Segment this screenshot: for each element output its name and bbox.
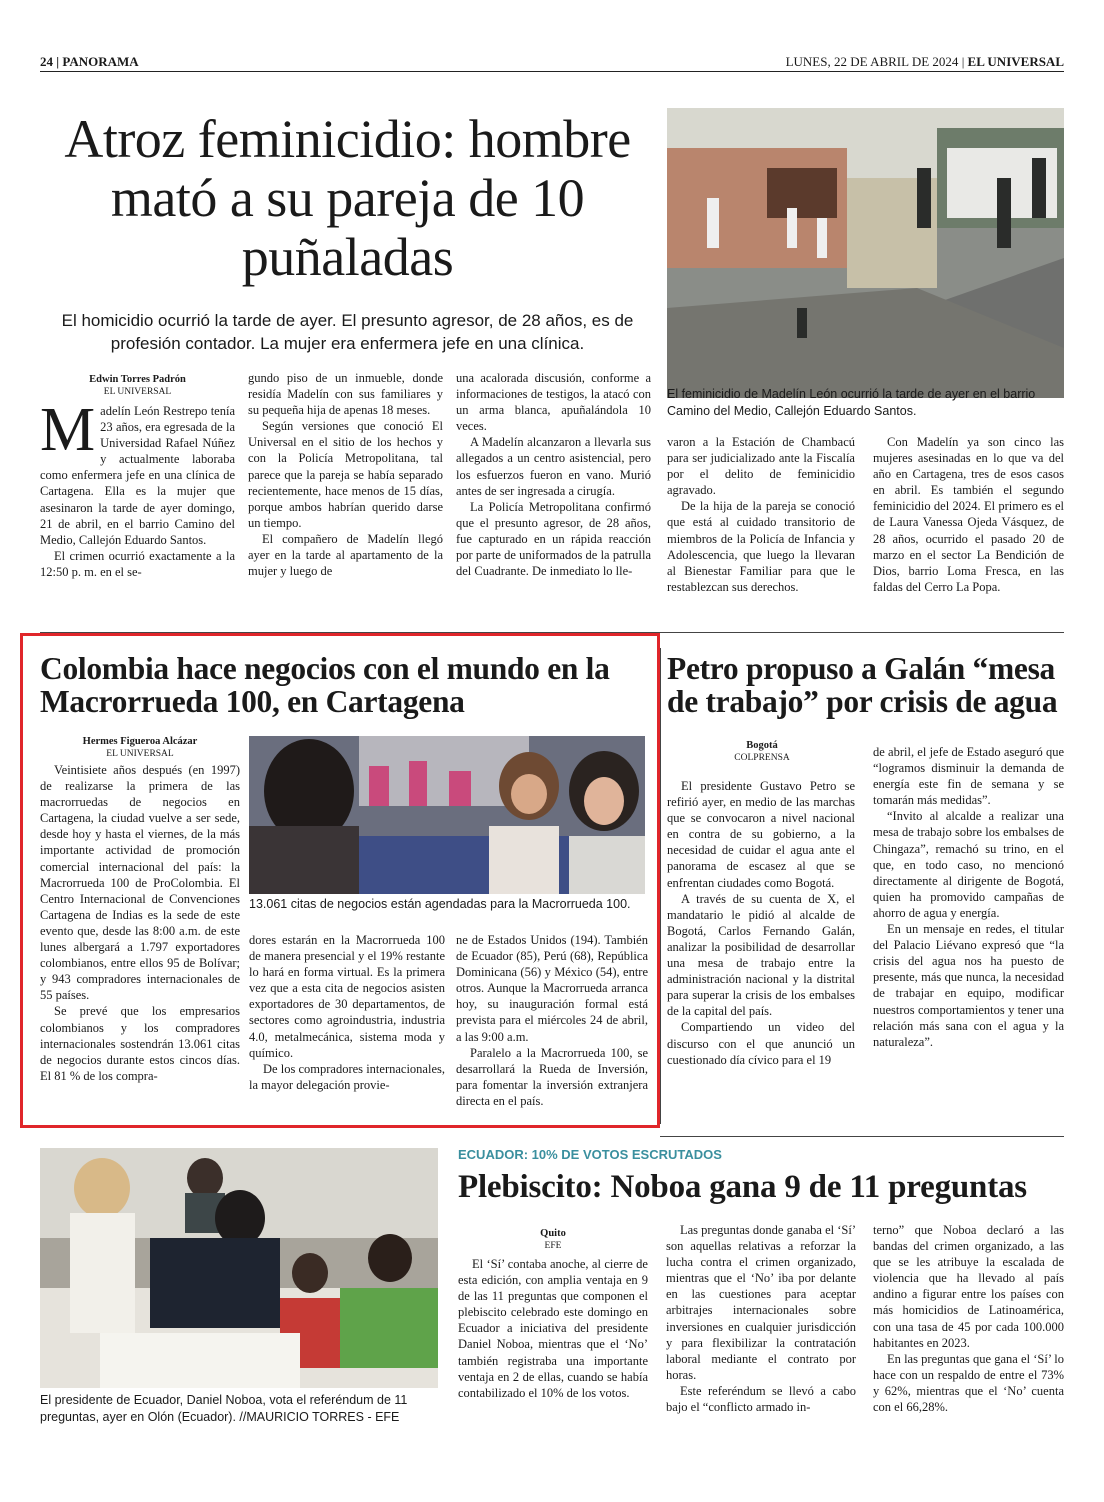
story3-col1-p1: El presidente Gustavo Petro se refirió ayer, en medio de las marchas que se convocaron a nivel nacional en contra de su gobierno, a la necesidad de cuidar el agua ante el panorama de escasez al que se enfrentan ciudades como Bogotá. [667,779,855,890]
story3-col1 [667,778,855,1068]
story3-col1-p3: Compartiendo un video del discurso con el que anunció un cuestionado día cívico para el 19 [667,1020,855,1067]
story1-caption: El feminicidio de Madelín León ocurrió la tarde de ayer en el barrio Camino del Medio, Callejón Eduardo Santos. [667,387,1036,418]
story1-col4-p2: De la hija de la pareja se conoció que está al cuidado transitorio de miembros de la Policía de Infancia y Adolescencia, que luego la llevaran al Bienestar Familiar para que le restablezcan sus derechos. [667,499,855,594]
story4-col1-p1: El ‘Sí’ contaba anoche, al cierre de esta edición, con amplia ventaja en 9 de las 11 preguntas que componen el plebiscito celebrado este domingo en Ecuador a iniciativa del presidente Daniel Noboa, mientras que el ‘No’ también registraba una importante ventaja en 2 de ellas, cuando se había contabilizado el 10% de los votos. [458,1257,648,1400]
story2-col2 [249,932,445,1093]
story4-col1 [458,1256,648,1401]
story3-headline: Petro propuso a Galán “mesa de trabajo” por crisis de agua [667,651,1058,719]
story3-col2-p2: “Invito al alcalde a realizar una mesa de trabajo sobre los embalses de Chingaza”, remachó su trino, en el que, en todo caso, no mencionó directamente al dirigente de Bogotá, quien ha promovido campañas de ahorro de agua y energía. [873,809,1064,920]
story2-author: Hermes Figueroa Alcázar [82,736,198,747]
story3-byline [667,740,857,764]
story2-col3-p1: ne de Estados Unidos (194). También de Ecuador (85), Perú (68), República Dominicana (56) y México (54), entre otros. Aunque la Macrorrueda arranca hoy, su inauguración formal está prevista para el miércoles 24 de abril, a las 9:00 a.m. [456,933,648,1044]
story1-headline: Atroz feminicidio: hombre mató a su pareja de 10 puñaladas [64,109,631,287]
story3-outlet: COLPRENSA [734,753,790,763]
story2-col1-p1: Veintisiete años después (en 1997) de realizarse la primera de las macrorruedas de negocios en Cartagena, la ciudad vuelve a ser sede, desde hoy y hasta el viernes, de la más importante actividad de promoción comercial internacional del país: la Macrorrueda 100 de ProColombia. El Centro Internacional de Convenciones Cartagena de Indias es la sede de este evento que, desde las 8:00 a.m. de este lunes albergará a 1.797 exportadores colombianos, entre ellos 95 de Bolívar; y 943 compradores internacionales de 55 países. [40,763,240,1003]
story2-col2-p2: De los compradores internacionales, la mayor delegación provie- [249,1061,445,1092]
story1-col1 [40,396,235,580]
folio-section: 24 | PANORAMA [40,54,139,69]
story3-author: Bogotá [746,740,778,751]
story2-outlet: EL UNIVERSAL [106,749,174,759]
story1-outlet: EL UNIVERSAL [103,387,172,397]
story4-kicker: ECUADOR: 10% DE VOTOS ESCRUTADOS [458,1147,722,1162]
story2-caption: 13.061 citas de negocios están agendadas para la Macrorrueda 100. [249,897,631,911]
story1-author: Edwin Torres Padrón [89,374,186,385]
dropcap-letter: M [40,396,96,464]
story1-col3-p2: A Madelín alcanzaron a llevarla sus allegados a un centro asistencial, pero los esfuerzos fueron en vano. Murió antes de ser ingresada a cirugía. [456,435,651,498]
story1-col5-p1: Con Madelín ya son cinco las mujeres asesinadas en lo que va del año en Cartagena, tres de esos casos en abril. Es también el segundo feminicidio del 2024. El primero es el de Laura Vanessa Ojeda Vásquez, de 28 años, ocurrido el pasado 20 de marzo en el sector La Bendición de Dios, barrio Loma Fresca, en las faldas del Cerro La Popa. [873,435,1064,594]
story1-byline [40,374,235,398]
story2-col3 [456,932,648,1109]
story1-col4-p1: varon a la Estación de Chambacú para ser judicializado ante la Fiscalía por el delito de feminicidio agravado. [667,435,855,498]
story4-col3-p1: terno” que Noboa declaró a las bandas del crimen organizado, a las que se les atribuye la escalada de violencia que ha llevado al país andino a figurar entre los países con más homicidios de Latinoamérica, con una tasa de 45 por cada 100.000 habitantes en 2023. [873,1223,1064,1350]
story1-col1-p2: El crimen ocurrió exactamente a la 12:50 p. m. en el se- [40,548,235,579]
story1-dek: El homicidio ocurrió la tarde de ayer. El presunto agresor, de 28 años, es de profesión contador. La mujer era enfermera jefe en una clínica. [61,311,634,353]
section-divider-2 [660,1136,1064,1137]
story3-col2-p1: de abril, el jefe de Estado aseguró que “logramos disminuir la demanda de energía este fin de semana y se tomarán más medidas”. [873,745,1064,808]
story4-col3-p2: En las preguntas que gana el ‘Sí’ lo hace con un respaldo de entre el 73% y 62%, mientras que el ‘No’ cuenta con el 66,28%. [873,1351,1064,1415]
story4-author: Quito [540,1228,566,1239]
story3-col2-p3: En un mensaje en redes, el titular del Palacio Liévano expresó que “la crisis del agua nos ha puesto de presente, más que nunca, la necesidad de trabajar en equipo, modificar nuestros comportamientos y tener una relación más sana con el agua y la naturaleza”. [873,922,1064,1049]
story4-photo [40,1148,438,1388]
story4-col2-p2: Este referéndum se llevó a cabo bajo el “conflicto armado in- [666,1383,856,1415]
story2-col1-p2: Se prevé que los empresarios colombianos y los compradores internacionales sostendrán 13.061 citas de negocios durante estos cincos días. El 81 % de los compra- [40,1004,240,1083]
story4-outlet: EFE [544,1241,562,1251]
story4-col3 [873,1222,1064,1415]
story4-byline [458,1228,648,1252]
story2-col1 [40,762,240,1084]
story1-col2-p1: gundo piso de un inmueble, donde residía Madelín con sus familiares y su pequeña hija de apenas 18 meses. [248,371,443,418]
page-folio [40,54,1064,72]
story1-photo [667,108,1064,398]
story4-caption: El presidente de Ecuador, Daniel Noboa, vota el referéndum de 11 preguntas, ayer en Olón (Ecuador). //MAURICIO TORRES - EFE [40,1393,408,1424]
story1-col1-p1: Madelín León Restrepo tenía 23 años, era egresada de la Universidad Rafael Núñez y actualmente laboraba como enfermera jefe en una clínica de Cartagena. Ella es la mujer que asesinaron la tarde de ayer domingo, 21 de abril, en el barrio Camino del Medio, Callejón Eduardo Santos. [40,396,235,547]
story1-col3-p3: La Policía Metropolitana confirmó que el presunto agresor, de 28 años, fue capturado en un rápida reacción por parte de uniformados de la patrulla del Cuadrante. De inmediato lo lle- [456,499,651,579]
story3-col2 [873,744,1064,1050]
story1-col2-p3: El compañero de Madelín llegó ayer en la tarde al apartamento de la mujer y luego de [248,531,443,579]
story1-col5 [873,434,1064,595]
story3-col1-p2: A través de su cuenta de X, el mandatario le pidió al alcalde de Bogotá, Carlos Fernando Galán, analizar la posibilidad de desarrollar una mesa de trabajo entre la administración nacional y la distrital para superar la crisis de los embalses de la capital del país. [667,891,855,1019]
story1-col4 [667,434,855,595]
folio-date: LUNES, 22 DE ABRIL DE 2024 | EL UNIVERSAL [785,54,1064,69]
story1-col3-p1: una acalorada discusión, conforme a informaciones de testigos, la atacó con un arma blanca, apuñalándola 10 veces. [456,371,651,434]
column-rule [660,648,661,1124]
story1-col3 [456,370,651,579]
story2-col3-p2: Paralelo a la Macrorrueda 100, se desarrollará la Rueda de Inversión, para fomentar la inversión extranjera directa en el país. [456,1045,648,1108]
story2-headline: Colombia hace negocios con el mundo en la Macrorrueda 100, en Cartagena [40,651,610,719]
story4-col2-p1: Las preguntas donde ganaba el ‘Sí’ son aquellas relativas a reforzar la lucha contra el crimen organizado, mientras que el ‘No’ iba por delante en las cuestiones para aceptar arbitrajes internacionales sobre inversiones en cualquier jurisdicción y para flexibilizar la contratación laboral mediante el contrato por horas. [666,1223,856,1382]
story1-col2-p2: Según versiones que conoció El Universal en el sitio de los hechos y con la Policía Metropolitana, tal parece que la pareja se había separado recientemente, hace menos de 15 días, porque ambos habrían querido darse un tiempo. [248,419,443,530]
story2-photo [249,736,645,894]
story2-col2-p1: dores estarán en la Macrorrueda 100 de manera presencial y el 19% restante lo hará en forma virtual. Es la primera vez que a esta cita de negocios asisten exportadores de 30 departamentos, de sectores como agroindustria, industria 4.0, metalmecánica, sistema moda y químico. [249,933,445,1060]
story4-col2 [666,1222,856,1415]
story2-byline [40,736,240,760]
story4-headline: Plebiscito: Noboa gana 9 de 11 preguntas [458,1169,1027,1205]
story1-col2 [248,370,443,579]
